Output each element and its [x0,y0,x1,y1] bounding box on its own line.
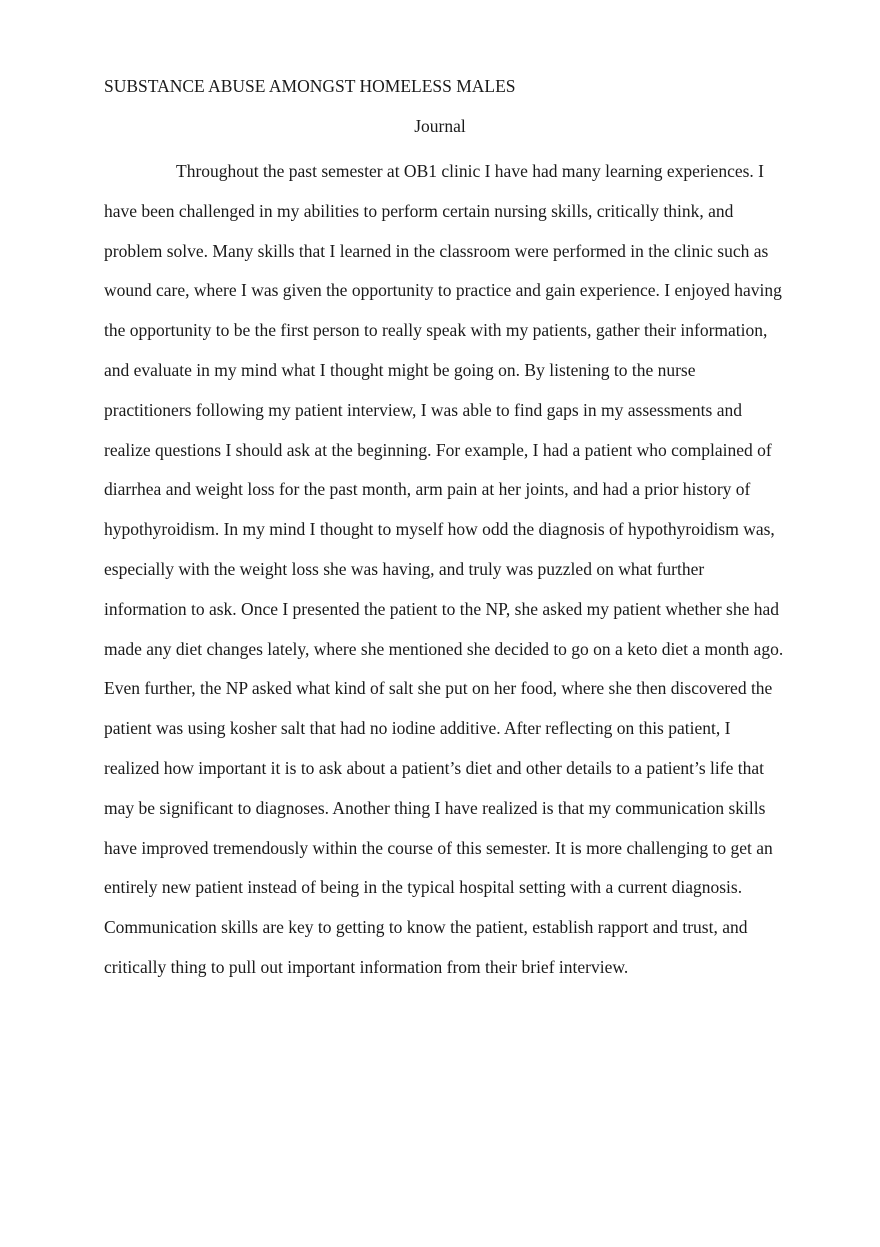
running-head: SUBSTANCE ABUSE AMONGST HOMELESS MALES [104,76,516,96]
paragraph-line: have improved tremendously within the course of this semester. It is more challenging to get an [104,837,773,858]
paragraph-line: critically thing to pull out important information from their brief interview. [104,956,629,977]
journal-paragraph [104,152,784,988]
paragraph-line: and evaluate in my mind what I thought might be going on. By listening to the nurse [104,359,696,380]
paragraph-line: practitioners following my patient interview, I was able to find gaps in my assessments and [104,399,742,420]
paragraph-line: Even further, the NP asked what kind of salt she put on her food, where she then discovered the [104,678,773,699]
paragraph-line: Communication skills are key to getting to know the patient, establish rapport and trust, and [104,917,748,938]
paragraph-line: the opportunity to be the first person to really speak with my patients, gather their information, [104,320,768,341]
paragraph-line: diarrhea and weight loss for the past month, arm pain at her joints, and had a prior history of [104,479,751,500]
paragraph-line: especially with the weight loss she was having, and truly was puzzled on what further [104,558,705,579]
paragraph-line: made any diet changes lately, where she mentioned she decided to go on a keto diet a month ago. [104,638,784,659]
paragraph-line: may be significant to diagnoses. Another thing I have realized is that my communication skills [104,797,766,818]
paragraph-line: realize questions I should ask at the beginning. For example, I had a patient who complained of [104,439,772,460]
paragraph-line: entirely new patient instead of being in the typical hospital setting with a current diagnosis. [104,877,743,898]
page-title: Journal [414,116,466,136]
paragraph-line: information to ask. Once I presented the patient to the NP, she asked my patient whether she had [104,598,780,619]
paragraph-line: problem solve. Many skills that I learned in the classroom were performed in the clinic such as [104,240,769,261]
paragraph-line: have been challenged in my abilities to perform certain nursing skills, critically think, and [104,200,734,221]
paragraph-line: wound care, where I was given the opportunity to practice and gain experience. I enjoyed having [104,280,782,301]
paragraph-line: Throughout the past semester at OB1 clinic I have had many learning experiences. I [176,161,764,181]
paragraph-line: hypothyroidism. In my mind I thought to myself how odd the diagnosis of hypothyroidism was, [104,519,775,540]
paragraph-line: patient was using kosher salt that had no iodine additive. After reflecting on this patient, I [104,718,731,739]
paragraph-line: realized how important it is to ask about a patient’s diet and other details to a patient’s life that [104,757,764,778]
